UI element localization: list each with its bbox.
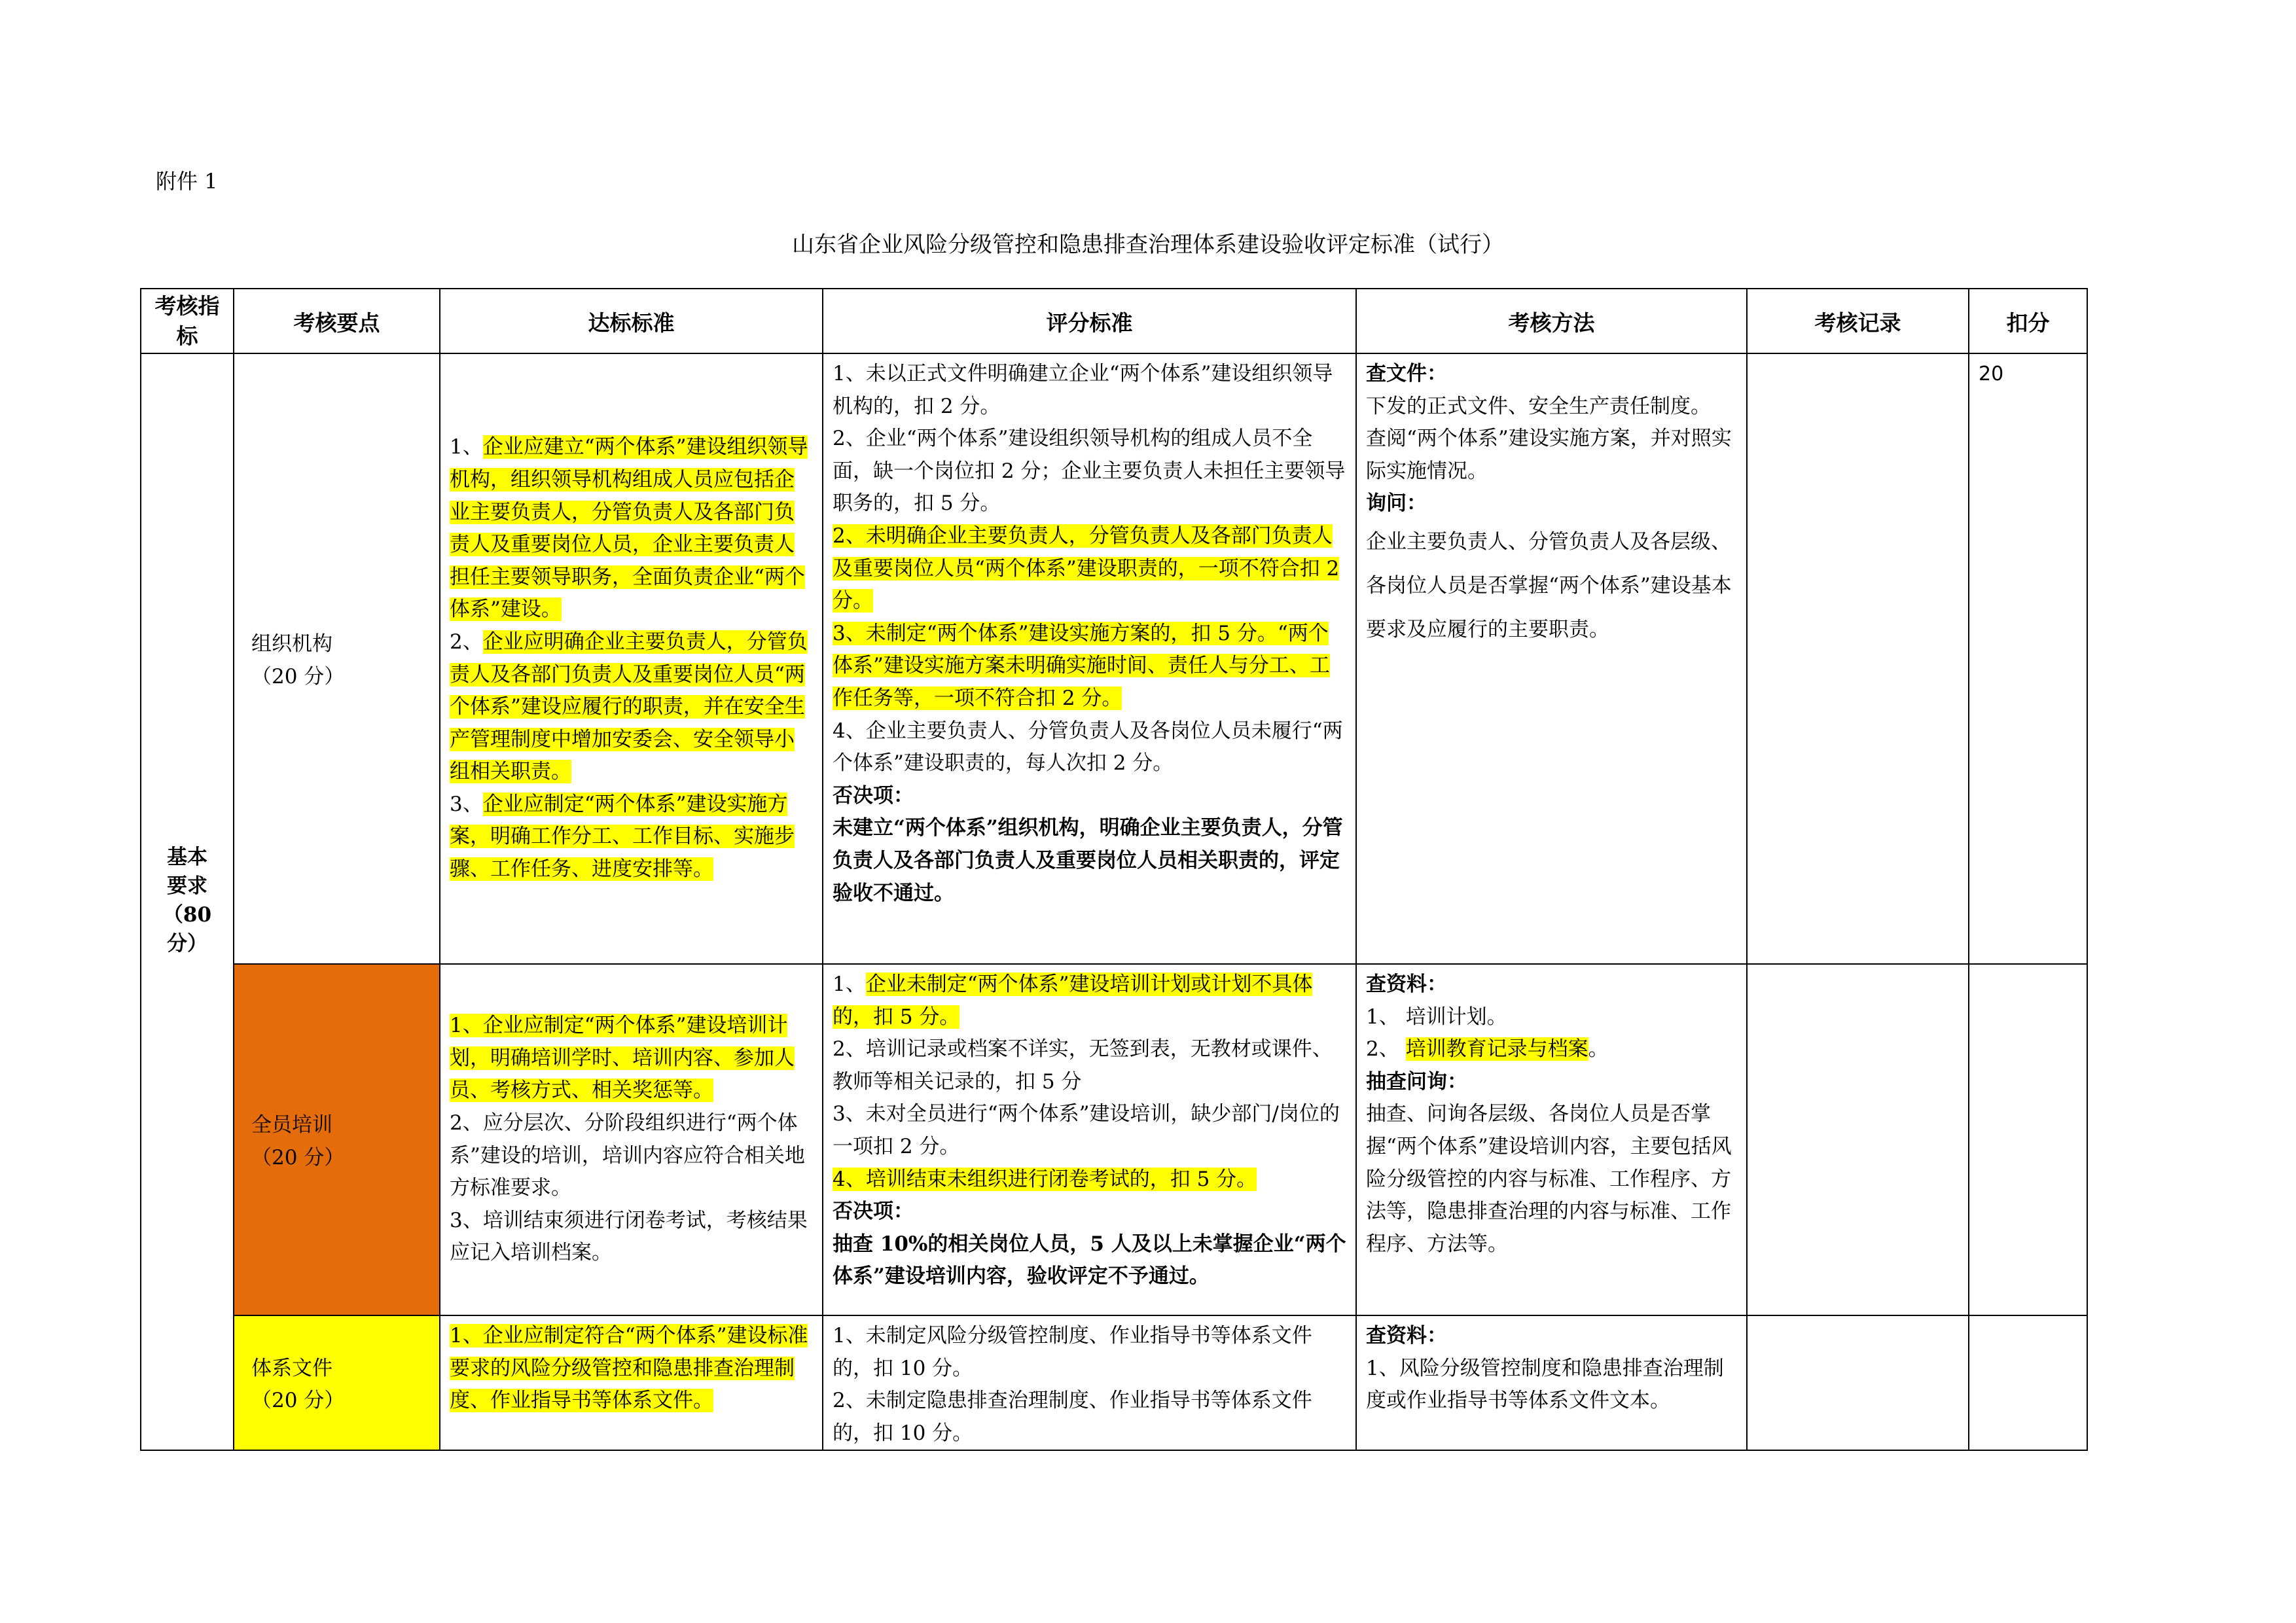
scoring-item: 3、未制定“两个体系”建设实施方案的，扣 5 分。 <box>833 621 1278 645</box>
scoring-item: 4、培训结束未组织进行闭卷考试的，扣 5 分。 <box>833 1167 1257 1191</box>
evaluation-table <box>140 288 2088 1451</box>
scoring-item: 3、未对全员进行“两个体系”建设培训，缺少部门/岗位的一项扣 2 分。 <box>833 1102 1340 1158</box>
method-item: 查阅“两个体系”建设实施方案，并对照实际实施情况。 <box>1366 427 1732 483</box>
method-label: 抽查问询： <box>1366 1069 1467 1094</box>
veto-text: 抽查 10%的相关岗位人员，5 人及以上未掌握企业“两个体系”建设培训内容，验收评定不予通过。 <box>833 1232 1346 1289</box>
key-point-label: 组织机构 <box>251 632 332 656</box>
table-row <box>141 964 2087 1315</box>
method-item: 下发的正式文件、安全生产责任制度。 <box>1366 394 1711 418</box>
scoring-item: 2、未制定隐患排查治理制度、作业指导书等体系文件的，扣 10 分。 <box>833 1389 1312 1445</box>
method-cell <box>1356 1315 1747 1450</box>
header-row <box>141 289 2087 353</box>
method-item-suffix: 。 <box>1588 1037 1609 1061</box>
standard-item: 1、企业应制定“两个体系”建设培训计划，明确培训学时、培训内容、参加人员、考核方式、相关奖惩等。 <box>450 1014 795 1103</box>
scoring-item: “两个体系”建设实施方案未明确实施时间、责任人与分工、工作任务等，一项不符合扣 2 分。 <box>833 621 1330 710</box>
record-cell[interactable] <box>1747 964 1969 1315</box>
table-row <box>141 1315 2087 1450</box>
method-label: 查资料： <box>1366 1324 1447 1347</box>
scoring-item: 1、未以正式文件明确建立企业“两个体系”建设组织领导机构的，扣 2 分。 <box>833 362 1333 418</box>
standard-item: 2、应分层次、分阶段组织进行“两个体系”建设的培训，培训内容应符合相关地方标准要求。 <box>450 1111 805 1200</box>
header-standard: 达标标准 <box>440 289 823 353</box>
method-label: 查资料： <box>1366 972 1447 996</box>
key-point-cell <box>234 964 440 1315</box>
scoring-cell <box>823 964 1356 1315</box>
scoring-cell <box>823 353 1356 964</box>
header-record: 考核记录 <box>1747 289 1969 353</box>
table-row <box>141 353 2087 964</box>
veto-label: 否决项： <box>833 783 914 808</box>
standard-cell <box>440 1315 823 1450</box>
key-point-cell <box>234 1315 440 1450</box>
method-item: 培训教育记录与档案 <box>1405 1037 1588 1061</box>
standard-item: 1、企业应制定符合“两个体系”建设标准要求的风险分级管控和隐患排查治理制度、作业指导书等体系文件。 <box>450 1324 808 1413</box>
standard-cell <box>440 353 823 964</box>
deduction-cell[interactable] <box>1969 1315 2087 1450</box>
method-item: 企业主要负责人、分管负责人及各层级、各岗位人员是否掌握“两个体系”建设基本要求及应履行的主要职责。 <box>1366 529 1732 641</box>
header-indicator: 考核指标 <box>141 289 234 353</box>
method-cell <box>1356 964 1747 1315</box>
method-item-prefix: 2、 <box>1366 1037 1406 1061</box>
scoring-cell <box>823 1315 1356 1450</box>
scoring-item: 企业未制定“两个体系”建设培训计划或计划不具体的，扣 5 分。 <box>833 972 1313 1029</box>
method-item: 1、风险分级管控制度和隐患排查治理制度或作业指导书等体系文件文本。 <box>1366 1356 1724 1413</box>
category-cell <box>141 353 234 1450</box>
veto-text: 未建立“两个体系”组织机构，明确企业主要负责人，分管负责人及各部门负责人及重要岗位人员相关职责的，评定验收不通过。 <box>833 816 1343 905</box>
key-point-cell <box>234 353 440 964</box>
scoring-item: 4、企业主要负责人、分管负责人及各岗位人员未履行“两个体系”建设职责的，每人次扣 2 分。 <box>833 719 1343 776</box>
scoring-item: 2、企业“两个体系”建设组织领导机构的组成人员不全面，缺一个岗位扣 2 分；企业主要负责人未担任主要领导职务的，扣 5 分。 <box>833 427 1346 516</box>
veto-label: 否决项： <box>833 1200 914 1224</box>
standard-item-prefix: 1、 <box>450 435 483 459</box>
standard-item: 3、培训结束须进行闭卷考试，考核结果应记入培训档案。 <box>450 1208 808 1265</box>
key-point-label: 全员培训 <box>251 1113 332 1137</box>
deduction-cell[interactable] <box>1969 964 2087 1315</box>
record-cell[interactable] <box>1747 1315 1969 1450</box>
standard-item-prefix: 2、 <box>450 630 483 654</box>
attachment-label: 附件 1 <box>156 169 218 194</box>
scoring-item-prefix: 1、 <box>833 972 866 996</box>
standard-item: 企业应制定“两个体系”建设实施方案，明确工作分工、工作目标、实施步骤、工作任务、进度安排等。 <box>450 792 795 882</box>
scoring-item: 2、培训记录或档案不详实，无签到表，无教材或课件、教师等相关记录的，扣 5 分 <box>833 1037 1333 1094</box>
method-cell <box>1356 353 1747 964</box>
header-deduction: 扣分 <box>1969 289 2087 353</box>
method-item: 1、 培训计划。 <box>1366 1005 1507 1029</box>
record-cell[interactable] <box>1747 353 1969 964</box>
header-key-point: 考核要点 <box>234 289 440 353</box>
scoring-item: 2、未明确企业主要负责人，分管负责人及各部门负责人及重要岗位人员“两个体系”建设职责的，一项不符合扣 2 分。 <box>833 524 1340 613</box>
method-label: 查文件： <box>1366 362 1447 385</box>
key-point-label: 体系文件 <box>251 1356 332 1380</box>
standard-item-prefix: 3、 <box>450 792 483 816</box>
key-point-score: （20 分） <box>251 1389 345 1413</box>
method-item: 抽查、问询各层级、各岗位人员是否掌握“两个体系”建设培训内容，主要包括风险分级管控的内容与标准、工作程序、方法等，隐患排查治理的内容与标准、工作程序、方法等。 <box>1366 1102 1732 1256</box>
standard-item: 企业应明确企业主要负责人，分管负责人及各部门负责人及重要岗位人员“两个体系”建设应履行的职责，并在安全生产管理制度中增加安委会、安全领导小组相关职责。 <box>450 630 808 784</box>
header-scoring: 评分标准 <box>823 289 1356 353</box>
standard-cell <box>440 964 823 1315</box>
page-title: 山东省企业风险分级管控和隐患排查治理体系建设验收评定标准（试行） <box>792 232 1504 258</box>
key-point-score: （20 分） <box>251 1145 345 1169</box>
key-point-score: （20 分） <box>251 664 345 688</box>
method-label: 询问： <box>1366 491 1427 516</box>
scoring-item: 1、未制定风险分级管控制度、作业指导书等体系文件的，扣 10 分。 <box>833 1324 1312 1380</box>
header-method: 考核方法 <box>1356 289 1747 353</box>
category-label: 基本要求（80分） <box>162 846 212 956</box>
standard-item: 企业应建立“两个体系”建设组织领导机构，组织领导机构组成人员应包括企业主要负责人，分管负责人及各部门负责人及重要岗位人员，企业主要负责人担任主要领导职务，全面负责企业“两个体系”建设。 <box>450 435 808 622</box>
deduction-cell[interactable]: 20 <box>1969 353 2087 964</box>
